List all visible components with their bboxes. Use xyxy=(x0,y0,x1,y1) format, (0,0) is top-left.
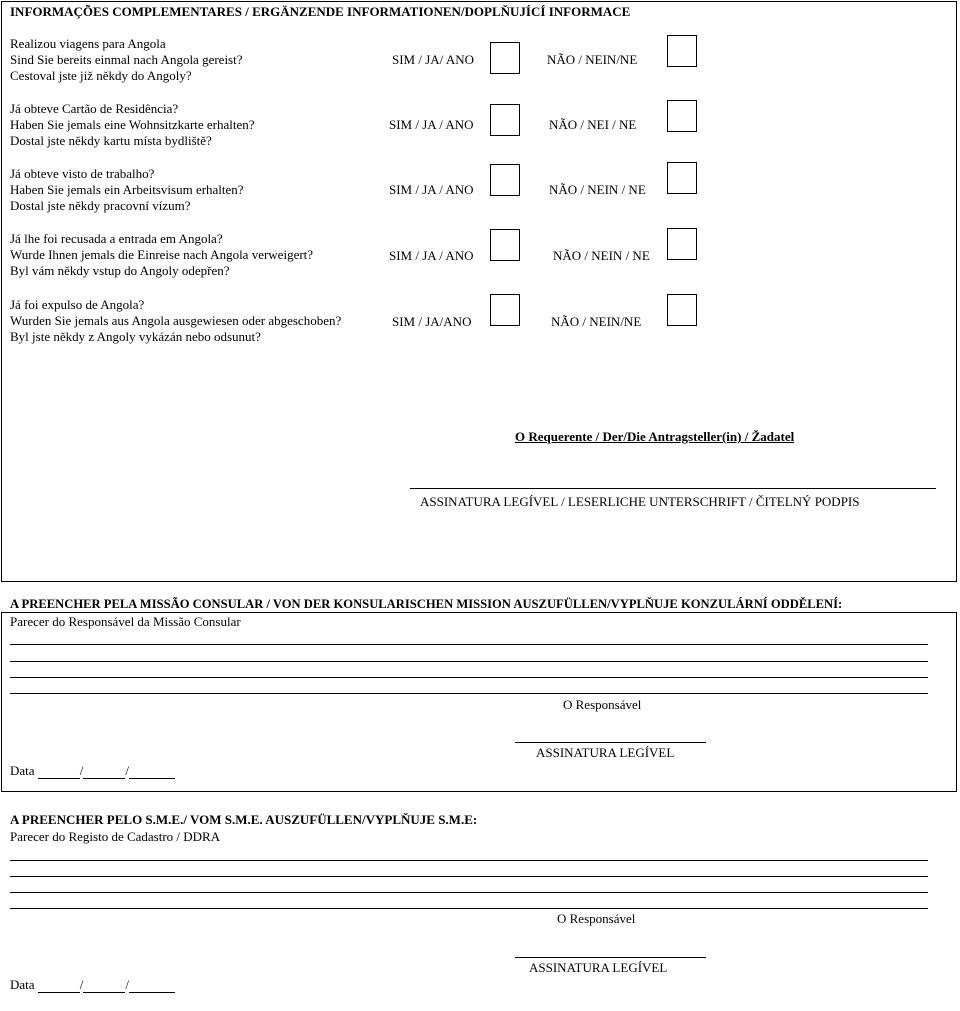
comment-line[interactable] xyxy=(10,661,928,662)
comment-line[interactable] xyxy=(10,908,928,909)
no-checkbox[interactable] xyxy=(667,35,697,67)
date-day-blank[interactable] xyxy=(38,980,80,993)
question-line: Haben Sie jemals ein Arbeitsvisum erhalten? xyxy=(10,182,244,197)
date-label: Data xyxy=(10,977,35,992)
question-line: Byl vám někdy vstup do Angoly odepřen? xyxy=(10,263,230,278)
comment-line[interactable] xyxy=(10,876,928,877)
yes-checkbox[interactable] xyxy=(490,164,520,196)
sme-responsible-label: O Responsável xyxy=(557,911,636,926)
sme-date-field[interactable] xyxy=(10,977,175,993)
date-month-blank[interactable] xyxy=(83,980,125,993)
yes-label: SIM / JA/ANO xyxy=(392,314,472,329)
no-label: NÃO / NEIN/NE xyxy=(551,314,642,329)
date-label: Data xyxy=(10,763,35,778)
question-line: Já foi expulso de Angola? xyxy=(10,297,145,312)
yes-label: SIM / JA / ANO xyxy=(389,182,474,197)
question-line: Realizou viagens para Angola xyxy=(10,36,166,51)
sme-signature-label: ASSINATURA LEGÍVEL xyxy=(529,960,668,975)
yes-checkbox[interactable] xyxy=(490,294,520,326)
no-checkbox[interactable] xyxy=(667,228,697,260)
date-year-blank[interactable] xyxy=(129,980,175,993)
question-line: Dostal jste někdy pracovní vízum? xyxy=(10,198,191,213)
comment-line[interactable] xyxy=(10,677,928,678)
applicant-signature-line[interactable] xyxy=(410,488,936,489)
consular-subtitle: Parecer do Responsável da Missão Consular xyxy=(10,614,241,629)
date-separator: / xyxy=(125,977,130,992)
applicant-label: O Requerente / Der/Die Antragsteller(in) / Žadatel xyxy=(515,429,795,444)
section-title-complementary-info: INFORMAÇÕES COMPLEMENTARES / ERGÄNZENDE INFORMATIONEN/DOPLŇUJÍCÍ INFORMACE xyxy=(10,4,631,19)
date-separator: / xyxy=(125,763,130,778)
yes-checkbox[interactable] xyxy=(490,229,520,261)
yes-label: SIM / JA / ANO xyxy=(389,248,474,263)
consular-date-field[interactable] xyxy=(10,763,175,779)
question-line: Dostal jste někdy kartu místa bydliště? xyxy=(10,133,212,148)
consular-signature-label: ASSINATURA LEGÍVEL xyxy=(536,745,675,760)
no-label: NÃO / NEI / NE xyxy=(549,117,637,132)
comment-line[interactable] xyxy=(10,892,928,893)
sme-signature-line[interactable] xyxy=(515,957,706,958)
no-label: NÃO / NEIN/NE xyxy=(547,52,638,67)
comment-line[interactable] xyxy=(10,860,928,861)
question-line: Já lhe foi recusada a entrada em Angola? xyxy=(10,231,223,246)
consular-signature-line[interactable] xyxy=(515,742,706,743)
yes-label: SIM / JA/ ANO xyxy=(392,52,474,67)
yes-checkbox[interactable] xyxy=(490,104,520,136)
date-year-blank[interactable] xyxy=(129,766,175,779)
comment-line[interactable] xyxy=(10,693,928,694)
question-line: Haben Sie jemals eine Wohnsitzkarte erhalten? xyxy=(10,117,255,132)
date-separator: / xyxy=(79,977,84,992)
date-separator: / xyxy=(79,763,84,778)
no-label: NÃO / NEIN / NE xyxy=(553,248,650,263)
yes-label: SIM / JA / ANO xyxy=(389,117,474,132)
no-label: NÃO / NEIN / NE xyxy=(549,182,646,197)
applicant-signature-label: ASSINATURA LEGÍVEL / LESERLICHE UNTERSCHRIFT / ČITELNÝ PODPIS xyxy=(420,494,860,509)
date-month-blank[interactable] xyxy=(83,766,125,779)
question-line: Cestoval jste již někdy do Angoly? xyxy=(10,68,192,83)
section-title-sme: A PREENCHER PELO S.M.E./ VOM S.M.E. AUSZUFÜLLEN/VYPLŇUJE S.M.E: xyxy=(10,812,478,827)
date-day-blank[interactable] xyxy=(38,766,80,779)
question-line: Já obteve Cartão de Residência? xyxy=(10,101,179,116)
sme-subtitle: Parecer do Registo de Cadastro / DDRA xyxy=(10,829,221,844)
question-line: Byl jste někdy z Angoly vykázán nebo odsunut? xyxy=(10,329,261,344)
question-travelled-angola xyxy=(10,36,243,84)
no-checkbox[interactable] xyxy=(667,100,697,132)
comment-line[interactable] xyxy=(10,644,928,645)
consular-responsible-label: O Responsável xyxy=(563,697,642,712)
no-checkbox[interactable] xyxy=(667,294,697,326)
question-expelled xyxy=(10,297,341,345)
question-line: Sind Sie bereits einmal nach Angola gereist? xyxy=(10,52,243,67)
section-title-consular: A PREENCHER PELA MISSÃO CONSULAR / VON DER KONSULARISCHEN MISSION AUSZUFÜLLEN/VYPLŇUJE KONZULÁRNÍ ODDĚLENÍ: xyxy=(10,597,843,611)
question-line: Já obteve visto de trabalho? xyxy=(10,166,155,181)
question-line: Wurden Sie jemals aus Angola ausgewiesen oder abgeschoben? xyxy=(10,313,342,328)
no-checkbox[interactable] xyxy=(667,162,697,194)
yes-checkbox[interactable] xyxy=(490,42,520,74)
question-residence-card xyxy=(10,101,255,149)
question-line: Wurde Ihnen jemals die Einreise nach Angola verweigert? xyxy=(10,247,314,262)
question-entry-refused xyxy=(10,231,313,279)
question-work-visa xyxy=(10,166,244,214)
